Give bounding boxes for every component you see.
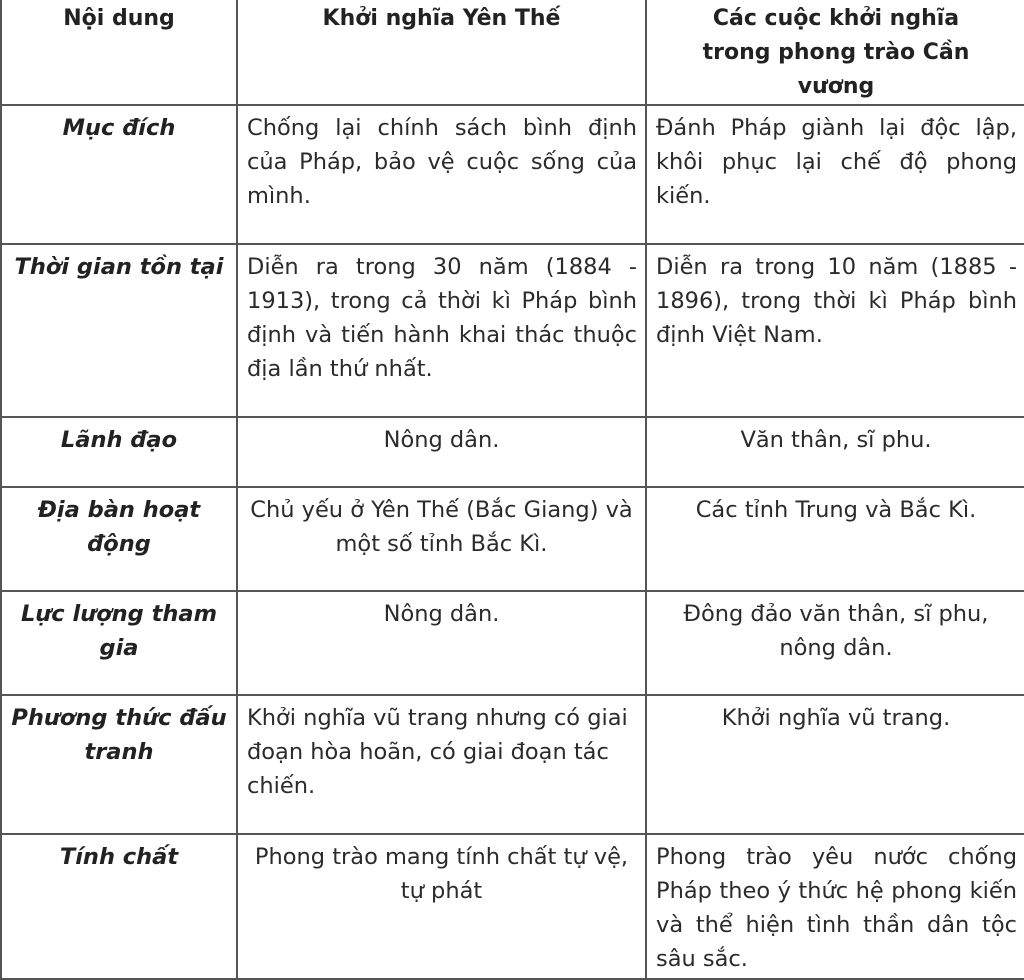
cell-yen-the bbox=[237, 244, 646, 417]
cell-can-vuong bbox=[646, 834, 1024, 979]
row-label: Lực lượng tham gia bbox=[1, 591, 237, 695]
cell-yen-the: Phong trào mang tính chất tự vệ, tự phát bbox=[237, 834, 646, 979]
cell-text: Khởi nghĩa vũ trang nhưng có giai đoạn hòa hoãn, có giai đoạn tác chiến. bbox=[247, 705, 628, 799]
table-row bbox=[1, 695, 1024, 834]
row-label: Địa bàn hoạt động bbox=[1, 487, 237, 591]
cell-yen-the: Nông dân. bbox=[237, 591, 646, 695]
table-row bbox=[1, 105, 1024, 244]
cell-can-vuong bbox=[646, 105, 1024, 244]
row-label: Mục đích bbox=[1, 105, 237, 244]
row-label: Thời gian tồn tại bbox=[1, 244, 237, 417]
cell-yen-the: Chủ yếu ở Yên Thế (Bắc Giang) và một số tỉnh Bắc Kì. bbox=[237, 487, 646, 591]
row-label: Phương thức đấu tranh bbox=[1, 695, 237, 834]
cell-can-vuong: Đông đảo văn thân, sĩ phu, nông dân. bbox=[646, 591, 1024, 695]
table-header-row bbox=[1, 0, 1024, 105]
cell-yen-the bbox=[237, 695, 646, 834]
cell-yen-the bbox=[237, 105, 646, 244]
cell-can-vuong: Văn thân, sĩ phu. bbox=[646, 417, 1024, 487]
table-row bbox=[1, 417, 1024, 487]
header-noi-dung: Nội dung bbox=[1, 0, 237, 105]
cell-can-vuong: Các tỉnh Trung và Bắc Kì. bbox=[646, 487, 1024, 591]
cell-text: Đánh Pháp giành lại độc lập, khôi phục lại chế độ phong kiến. bbox=[656, 115, 1017, 209]
row-label: Lãnh đạo bbox=[1, 417, 237, 487]
cell-text: Diễn ra trong 30 năm (1884 - 1913), trong cả thời kì Pháp bình định và tiến hành khai thác thuộc địa lần thứ nhất. bbox=[247, 254, 637, 382]
table-row bbox=[1, 834, 1024, 979]
header-can-vuong: Các cuộc khởi nghĩa trong phong trào Cần vương bbox=[646, 0, 1024, 105]
table-row bbox=[1, 244, 1024, 417]
cell-text: Phong trào yêu nước chống Pháp theo ý thức hệ phong kiến và thể hiện tình thần dân tộc sâu sắc. bbox=[656, 844, 1017, 972]
cell-can-vuong bbox=[646, 244, 1024, 417]
cell-text: Chống lại chính sách bình định của Pháp, bảo vệ cuộc sống của mình. bbox=[247, 115, 637, 209]
row-label: Tính chất bbox=[1, 834, 237, 979]
header-yen-the: Khởi nghĩa Yên Thế bbox=[237, 0, 646, 105]
cell-yen-the: Nông dân. bbox=[237, 417, 646, 487]
cell-text: Diễn ra trong 10 năm (1885 - 1896), trong thời kì Pháp bình định Việt Nam. bbox=[656, 254, 1017, 348]
table-row bbox=[1, 591, 1024, 695]
table-row bbox=[1, 487, 1024, 591]
cell-can-vuong: Khởi nghĩa vũ trang. bbox=[646, 695, 1024, 834]
